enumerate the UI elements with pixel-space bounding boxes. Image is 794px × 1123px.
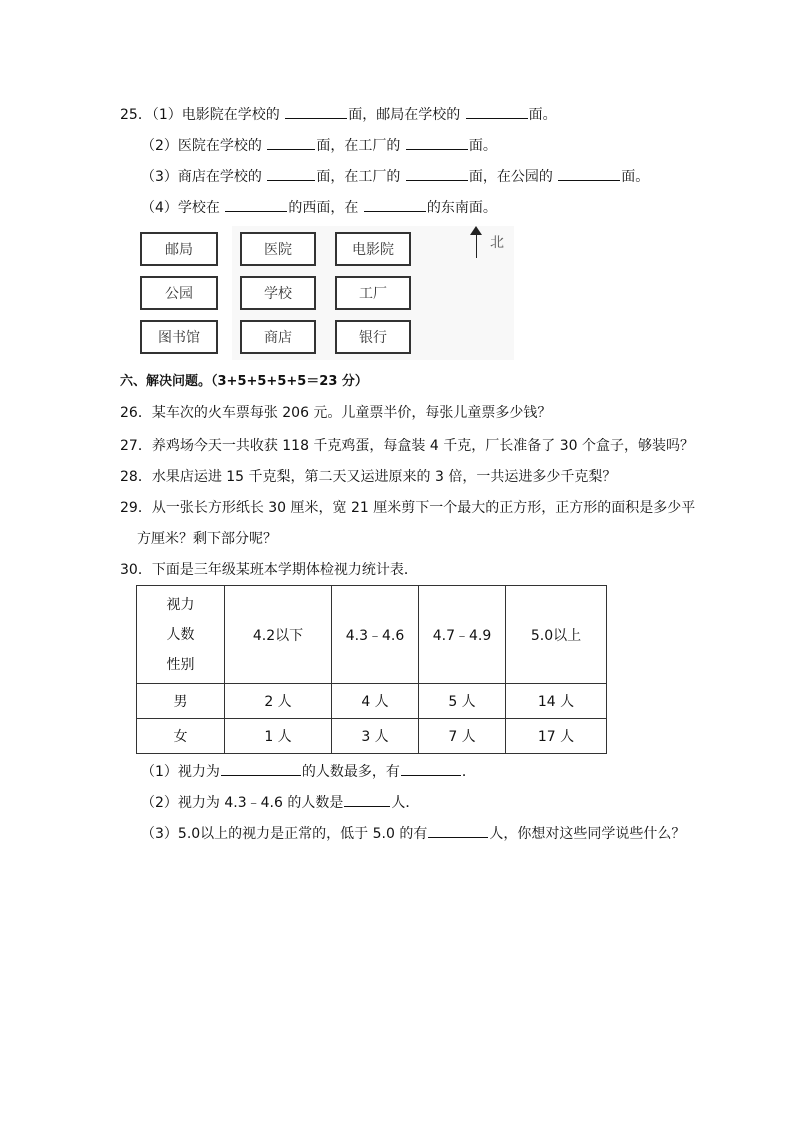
- table-cell: 17 人: [506, 719, 607, 754]
- q30-sub1: （1）视力为 的人数最多，有 ．: [141, 760, 476, 782]
- map-library: 图书馆: [140, 320, 218, 354]
- vision-table: [136, 585, 607, 754]
- map-park: 公园: [140, 276, 218, 310]
- q30-blank-1[interactable]: [221, 760, 301, 776]
- q25-line3: （3）商店在学校的 面，在工厂的 面，在公园的 面。: [141, 165, 649, 187]
- north-arrow-shaft: [476, 232, 477, 258]
- table-row-label: 女: [137, 719, 225, 754]
- question-26: 26．某车次的火车票每张 206 元。儿童票半价，每张儿童票多少钱？: [120, 405, 552, 421]
- q25-line4: （4）学校在 的西面，在 的东南面。: [141, 196, 497, 218]
- map-post-office: 邮局: [140, 232, 218, 266]
- table-header: 4.3﹣4.6: [332, 586, 419, 684]
- table-header: 5.0以上: [506, 586, 607, 684]
- q25-blank-8[interactable]: [225, 196, 287, 212]
- question-29-line2: 方厘米？剩下部分呢？: [137, 531, 277, 547]
- map-school: 学校: [240, 276, 316, 310]
- map-hospital: 医院: [240, 232, 316, 266]
- map-cinema: 电影院: [335, 232, 411, 266]
- table-cell: 3 人: [332, 719, 419, 754]
- map-bank: 银行: [335, 320, 411, 354]
- table-header-row: [137, 586, 607, 684]
- table-corner-cell: 视力 人数 性别: [137, 586, 225, 684]
- q25-blank-9[interactable]: [364, 196, 426, 212]
- table-row: [137, 684, 607, 719]
- map-factory: 工厂: [335, 276, 411, 310]
- table-header: 4.2以下: [225, 586, 332, 684]
- q30-blank-4[interactable]: [428, 822, 488, 838]
- section-6-title: 六、解决问题。（3+5+5+5+5＝23 分）: [120, 374, 368, 389]
- q25-line2: （2）医院在学校的 面，在工厂的 面。: [141, 134, 497, 156]
- table-row-label: 男: [137, 684, 225, 719]
- q25-blank-7[interactable]: [558, 165, 620, 181]
- q25-blank-6[interactable]: [406, 165, 468, 181]
- question-27: 27．养鸡场今天一共收获 118 千克鸡蛋，每盒装 4 千克，厂长准备了 30 个盒子，够装吗？: [120, 438, 694, 454]
- q25-blank-4[interactable]: [406, 134, 468, 150]
- question-30-intro: 30．下面是三年级某班本学期体检视力统计表．: [120, 562, 418, 578]
- north-arrow-icon: [470, 226, 482, 235]
- table-cell: 7 人: [419, 719, 506, 754]
- q30-sub3: （3）5.0以上的视力是正常的，低于 5.0 的有 人，你想对这些同学说些什么？: [141, 822, 685, 844]
- q25-line1: 25．（1）电影院在学校的 面，邮局在学校的 面。: [120, 103, 557, 125]
- table-cell: 5 人: [419, 684, 506, 719]
- q25-blank-2[interactable]: [466, 103, 528, 119]
- table-row: [137, 719, 607, 754]
- question-29-line1: 29．从一张长方形纸长 30 厘米，宽 21 厘米剪下一个最大的正方形，正方形的面积是多少平: [120, 500, 696, 516]
- table-cell: 4 人: [332, 684, 419, 719]
- table-header: 4.7﹣4.9: [419, 586, 506, 684]
- q25-blank-3[interactable]: [267, 134, 315, 150]
- table-cell: 2 人: [225, 684, 332, 719]
- q25-blank-5[interactable]: [267, 165, 315, 181]
- q30-blank-2[interactable]: [401, 760, 461, 776]
- map-store: 商店: [240, 320, 316, 354]
- q30-sub2: （2）视力为 4.3﹣4.6 的人数是 人．: [141, 791, 419, 813]
- table-cell: 1 人: [225, 719, 332, 754]
- q30-blank-3[interactable]: [344, 791, 390, 807]
- table-cell: 14 人: [506, 684, 607, 719]
- north-label: 北: [490, 235, 504, 251]
- q25-blank-1[interactable]: [285, 103, 347, 119]
- question-28: 28．水果店运进 15 千克梨，第二天又运进原来的 3 倍，一共运进多少千克梨？: [120, 469, 617, 485]
